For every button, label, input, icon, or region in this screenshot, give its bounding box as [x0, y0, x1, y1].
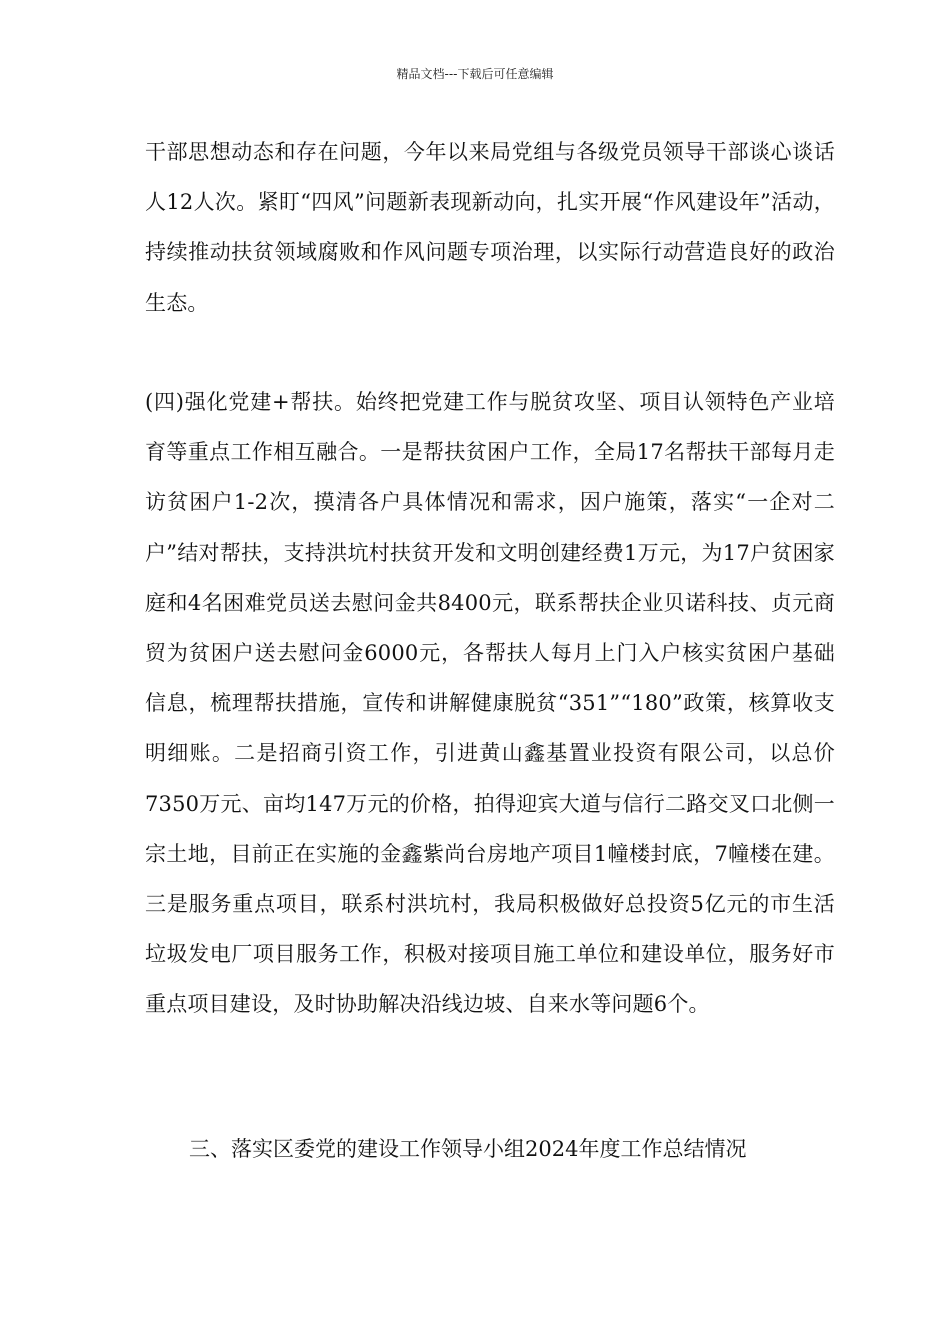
section-heading: 三、落实区委党的建设工作领导小组2024年度工作总结情况 — [189, 1137, 747, 1161]
paragraph-continued: 干部思想动态和存在问题，今年以来局党组与各级党员领导干部谈心谈话人12人次。紧盯“四风”问题新表现新动向，扎实开展“作风建设年”活动，持续推动扶贫领域腐败和作风问题专项治理，以实际行动营造良好的政治生态。 — [145, 140, 835, 315]
page-header: 精品文档---下载后可任意编辑 — [396, 67, 554, 81]
paragraph-section-four: (四)强化党建+帮扶。始终把党建工作与脱贫攻坚、项目认领特色产业培育等重点工作相互融合。一是帮扶贫困户工作，全局17名帮扶干部每月走访贫困户1-2次，摸清各户具体情况和需求，因户施策，落实“一企对二户”结对帮扶，支持洪坑村扶贫开发和文明创建经费1万元，为17户贫困家庭和4名困难党员送去慰问金共8400元，联系帮扶企业贝诺科技、贞元商贸为贫困户送去慰问金6000元，各帮扶人每月上门入户核实贫困户基础信息，梳理帮扶措施，宣传和讲解健康脱贫“351”“180”政策，核算收支明细账。二是招商引资工作，引进黄山鑫基置业投资有限公司，以总价7350万元、亩均147万元的价格，拍得迎宾大道与信行二路交叉口北侧一宗土地，目前正在实施的金鑫紫尚台房地产项目1幢楼封底，7幢楼在建。三是服务重点项目，联系村洪坑村，我局积极做好总投资5亿元的市生活垃圾发电厂项目服务工作，积极对接项目施工单位和建设单位，服务好市重点项目建设，及时协助解决沿线边坡、自来水等问题6个。 — [145, 390, 835, 1017]
